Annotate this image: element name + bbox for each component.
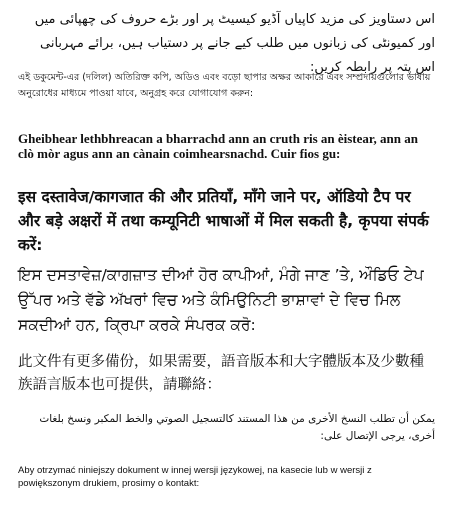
bengali-paragraph: এই ডকুমেন্ট-এর (দলিল) অতিরিক্ত কপি, অডিও এবং বড়ো ছাপার অক্ষর আকারে এবং সম্প্রদায়গুলোর ভাষায় অনুরোধের মাধ্যমে পাওয়া যাবে, অনুগ্রহ করে যোগাযোগ করুন: xyxy=(18,72,431,99)
gaelic-paragraph: Gheibhear lethbhreacan a bharrachd ann an cruth ris an èistear, ann an clò mòr agus ann an cànain coimhearsnachd. Cuir fios gu: xyxy=(18,131,418,161)
polish-paragraph: Aby otrzymać niniejszy dokument w innej wersji językowej, na kasecie lub w wersji z powiększonym drukiem, prosimy o kontakt: xyxy=(18,465,372,489)
arabic-paragraph: يمكن أن تطلب النسخ الأخرى من هذا المستند كالتسجيل الصوتي والخط المكبر ونسخ بلغات أخرى، يرجى الإتصال على: xyxy=(39,413,435,442)
punjabi-paragraph: ਇਸ ਦਸਤਾਵੇਜ਼/ਕਾਗਜ਼ਾਤ ਦੀਆਂ ਹੋਰ ਕਾਪੀਆਂ, ਮੰਗੇ ਜਾਣ ’ਤੇ, ਔਡਿਓ ਟੇਪ ਉੱਪਰ ਅਤੇ ਵੱਡੇ ਅੱਖਰਾਂ ਵਿਚ ਅਤੇ ਕੰਮਿਉਨਿਟੀ ਭਾਸ਼ਾਵਾਂ ਦੇ ਵਿਚ ਮਿਲ ਸਕਦੀਆਂ ਹਨ, ਕ੍ਰਿਪਾ ਕਰਕੇ ਸੰਪਰਕ ਕਰੋ: xyxy=(18,266,424,334)
chinese-paragraph: 此文件有更多備份，如果需要，語音版本和大字體版本及少數種族語言版本也可提供，請聯絡： xyxy=(18,354,424,393)
urdu-paragraph: اس دستاویز کی مزید کاپیاں آڈیو کیسیٹ پر اور بڑے حروف کی چھپائی میں اور کمیونٹی کی زبانوں میں طلب کیے جانے پر دستیاب ہیں، برائے مہربانی اس پتہ پر رابطہ کریں: xyxy=(34,12,435,75)
hindi-paragraph: इस दस्तावेज/कागजात की और प्रतियाँ, माँगे जाने पर, ऑडियो टैप पर और बड़े अक्षरों में तथा कम्यूनिटी भाषाओं में मिल सकती है, कृपया संपर्क करें: xyxy=(18,188,429,254)
